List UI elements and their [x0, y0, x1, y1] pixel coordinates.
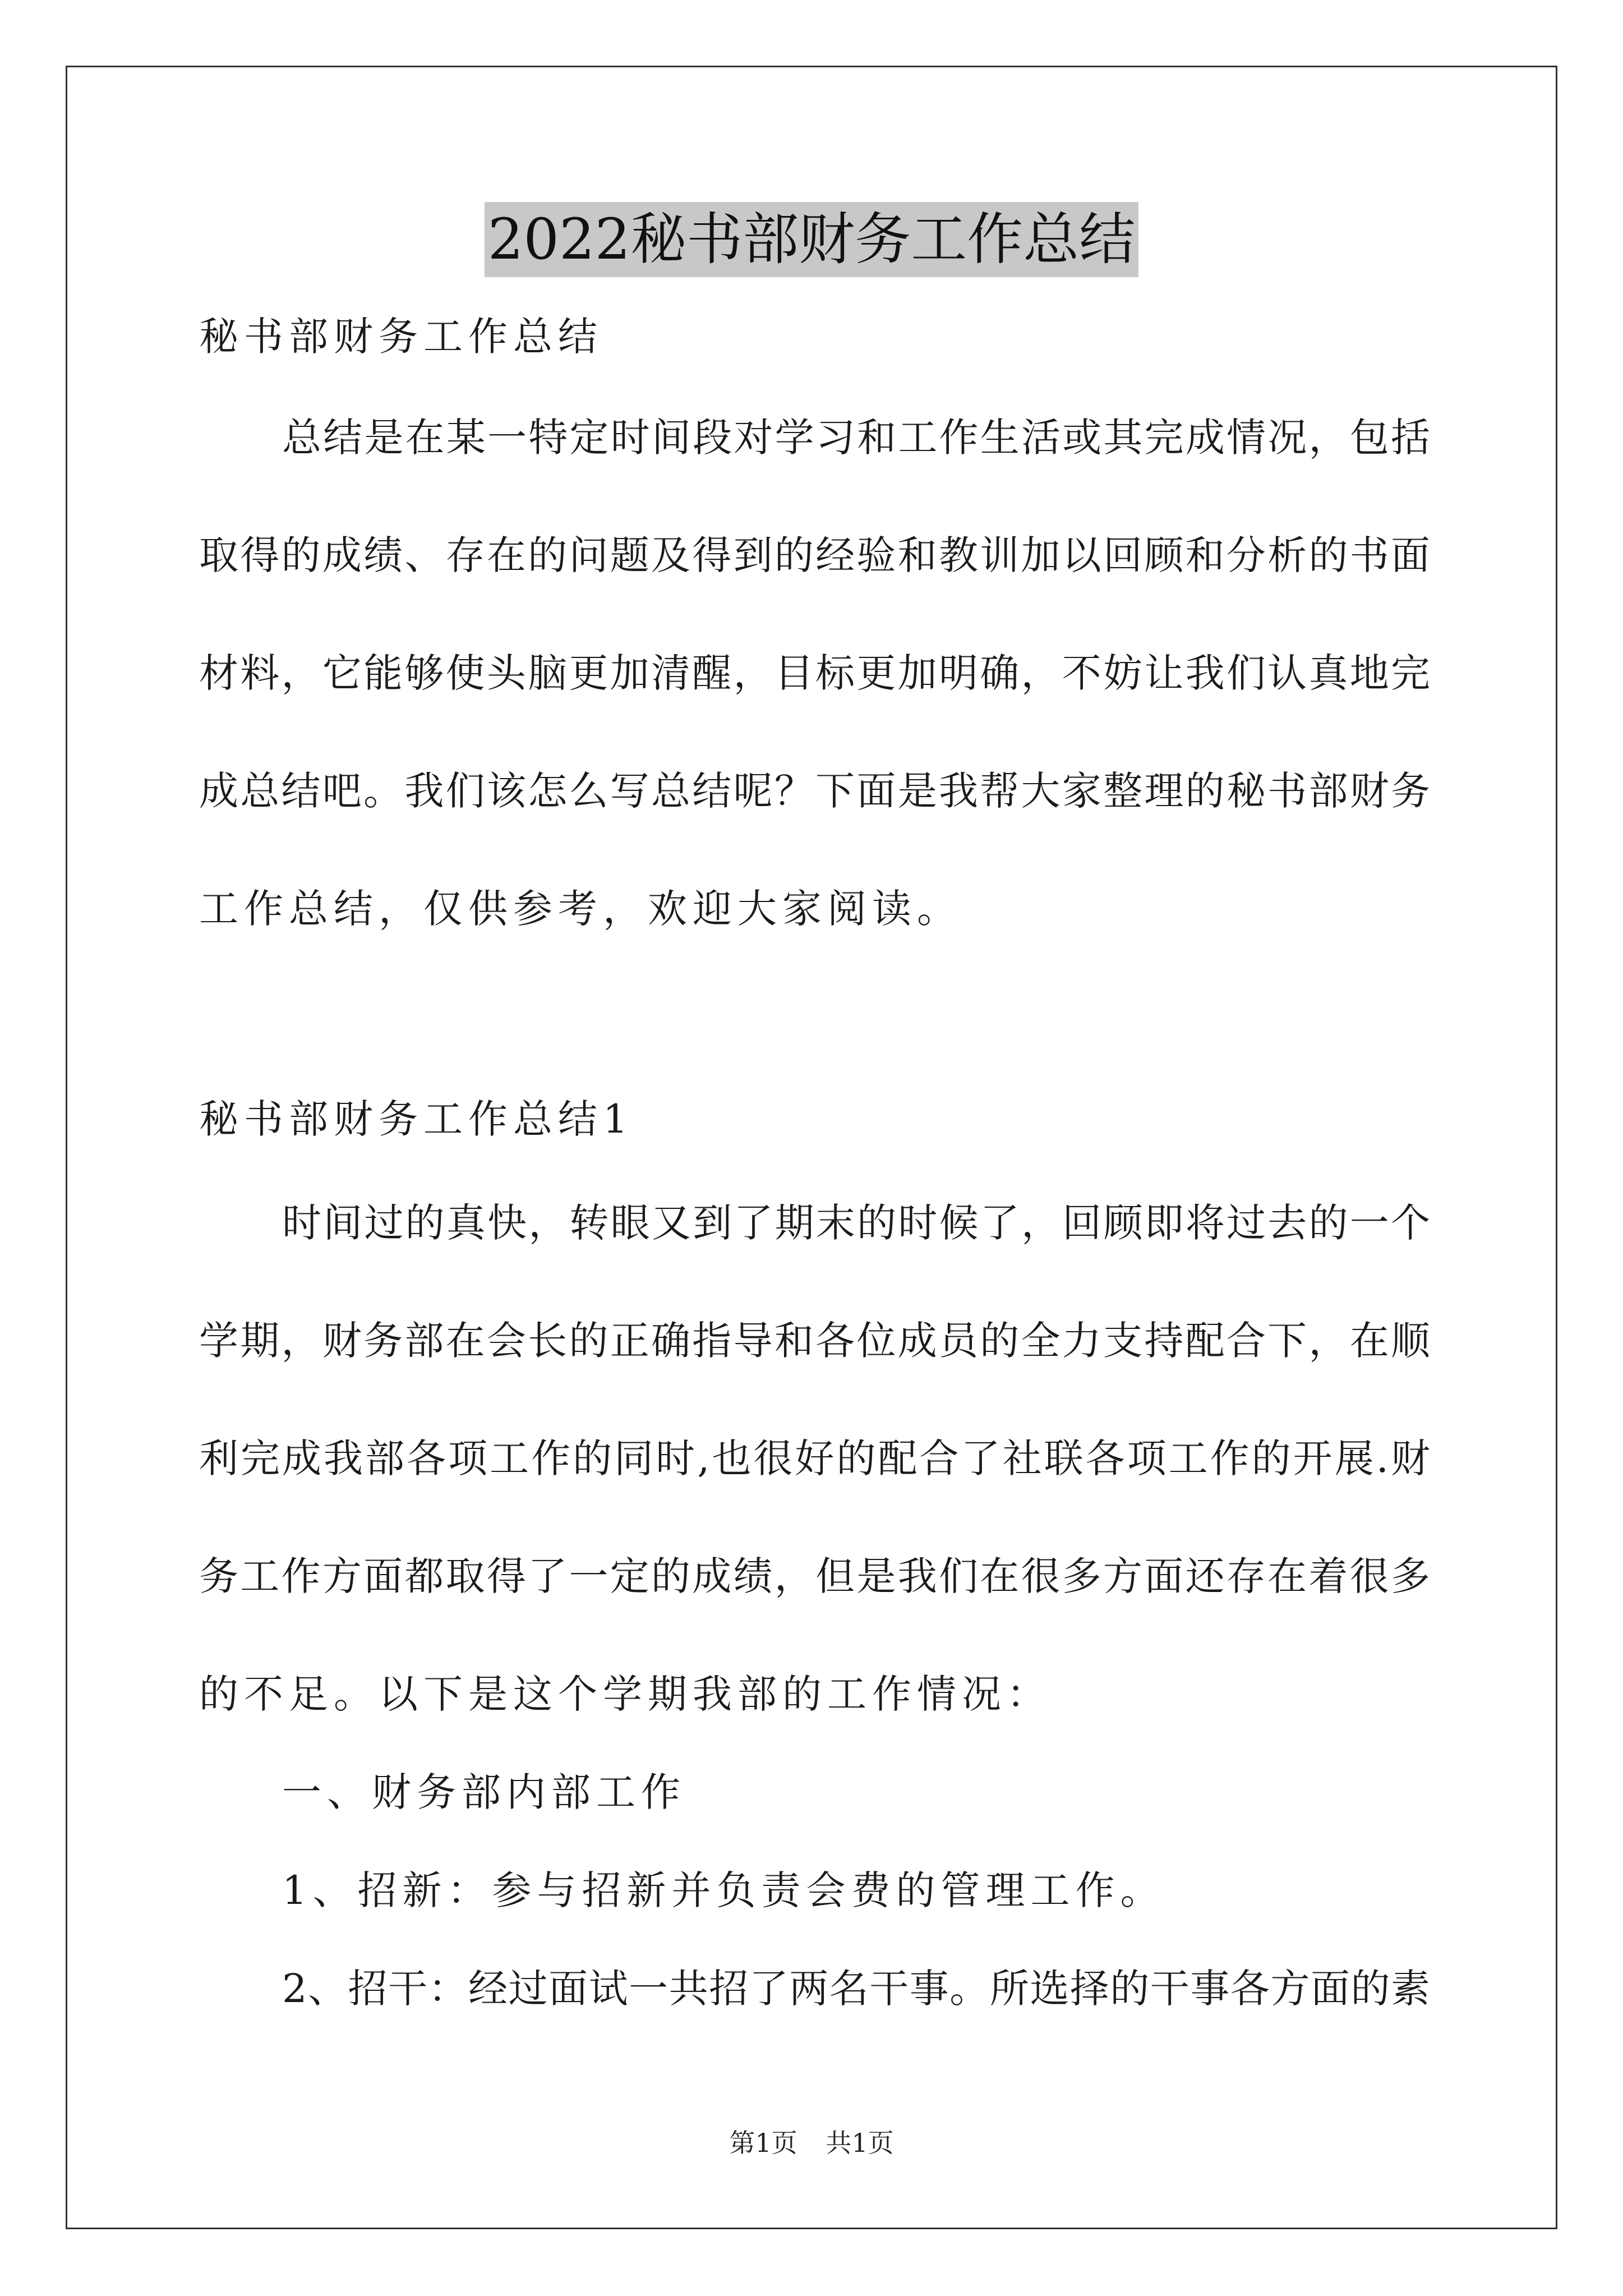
page-number-current: 第1页 — [729, 2128, 797, 2158]
intro-line-5: 工作总结，仅供参考，欢迎大家阅读。 — [199, 886, 962, 932]
body-line-2: 学期，财务部在会长的正确指导和各位成员的全力支持配合下，在顺 — [199, 1318, 1430, 1364]
document-title: 2022秘书部财务工作总结 — [485, 202, 1139, 277]
body-line-4: 务工作方面都取得了一定的成绩，但是我们在很多方面还存在着很多 — [199, 1553, 1430, 1599]
section-heading: 秘书部财务工作总结1 — [199, 1096, 634, 1142]
list-item: 1、招新：参与招新并负责会费的管理工作。 — [282, 1867, 1165, 1913]
intro-line-4: 成总结吧。我们该怎么写总结呢？下面是我帮大家整理的秘书部财务 — [199, 768, 1430, 814]
intro-line-2: 取得的成绩、存在的问题及得到的经验和教训加以回顾和分析的书面 — [199, 532, 1430, 578]
title-container — [0, 202, 1623, 277]
body-line-3: 利完成我部各项工作的同时,也很好的配合了社联各项工作的开展.财 — [199, 1435, 1430, 1481]
body-line-1: 时间过的真快，转眼又到了期末的时候了，回顾即将过去的一个 — [282, 1200, 1430, 1246]
intro-line-1: 总结是在某一特定时间段对学习和工作生活或其完成情况，包括 — [282, 415, 1430, 461]
list-item: 2、招干：经过面试一共招了两名干事。所选择的干事各方面的素 — [282, 1966, 1430, 2012]
page-number-total: 共1页 — [826, 2128, 894, 2158]
intro-line-3: 材料，它能够使头脑更加清醒，目标更加明确，不妨让我们认真地完 — [199, 650, 1430, 696]
body-line-5: 的不足。以下是这个学期我部的工作情况： — [199, 1671, 1052, 1717]
subtitle: 秘书部财务工作总结 — [199, 314, 603, 360]
item-heading: 一、财务部内部工作 — [282, 1769, 686, 1815]
page-footer — [0, 2126, 1623, 2160]
